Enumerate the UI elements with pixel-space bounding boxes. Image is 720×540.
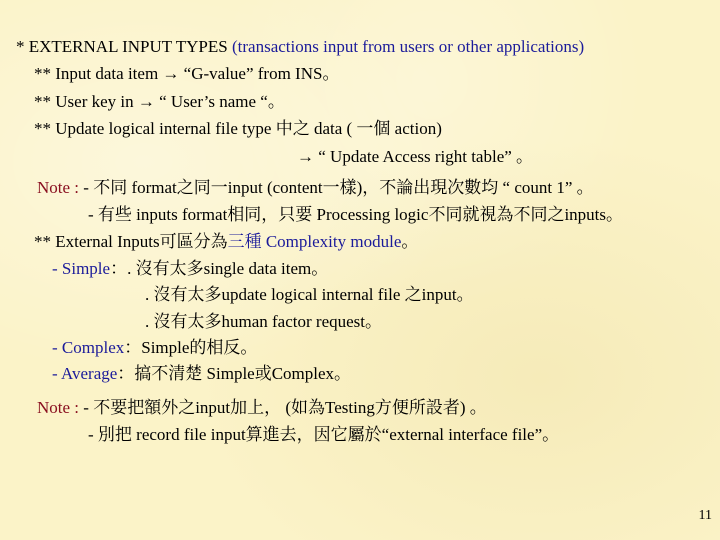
heading-subtitle: (transactions input from users or other applications) [231,37,585,56]
average-text: ：搞不清楚 Simple或Complex。 [117,364,352,383]
heading-title: EXTERNAL INPUT TYPES [28,37,232,56]
simple-line [52,259,328,279]
input-data-item-line: ** Input data item → “G-value” from INS。 [34,64,340,83]
external-inputs-line [34,232,418,252]
note-3-line [37,398,487,418]
average-line [52,364,351,384]
update-logical-line: ** Update logical internal file type 中之 data ( 一個 action) [34,119,442,138]
page-number: 11 [698,508,712,523]
simple-line-3: . 沒有太多human factor request。 [145,312,382,331]
heading-bullet: * [16,37,29,56]
heading-line [16,37,584,57]
simple-line-2: . 沒有太多update logical internal file 之input。 [145,285,474,304]
simple-text-1: ：. 沒有太多single data item。 [110,259,329,278]
external-inputs-text: ** External Inputs可區分為 [34,232,228,251]
note-3-text: - 不要把額外之input加上， (如為Testing方便所設者) 。 [83,398,487,417]
note-3-label: Note : [37,398,84,417]
update-access-line: → “ Update Access right table” 。 [297,147,534,166]
average-label: - Average [52,364,118,383]
user-key-line: ** User key in → “ User’s name “。 [34,92,285,111]
complex-text: ：Simple的相反。 [124,338,258,357]
complex-line [52,338,257,358]
complex-label: - Complex [52,338,125,357]
external-inputs-end: 。 [401,232,419,251]
note-1-line [37,178,594,198]
simple-label: - Simple [52,259,111,278]
note-4-line: - 別把 record file input算進去，因它屬於“external interface file”。 [88,425,560,444]
complexity-module-text: 三種 Complexity module [227,232,402,251]
note-2-line: - 有些 inputs format相同，只要 Processing logic不同就視為不同之inputs。 [88,205,624,224]
note-1-label: Note : [37,178,84,197]
note-1-text: - 不同 format之同一input (content一樣)，不論出現次數均 “ count 1” 。 [83,178,594,197]
